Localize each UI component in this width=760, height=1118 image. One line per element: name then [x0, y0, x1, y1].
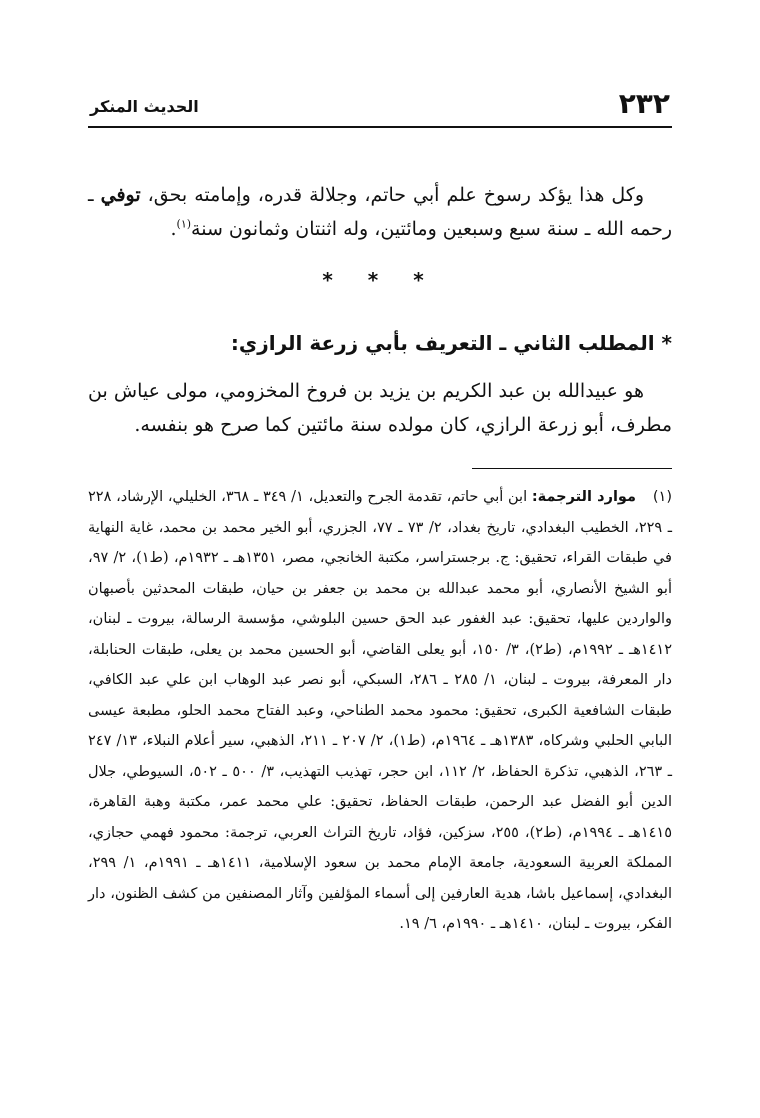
header-rule: [88, 126, 672, 128]
section-heading: * المطلب الثاني ـ التعريف بأبي زرعة الرازي:: [230, 331, 672, 355]
footnote-text: ابن أبي حاتم، تقدمة الجرح والتعديل، ١/ ٣٤٩ ـ ٣٦٨، الخليلي، الإرشاد، ٢٢٨ ـ ٢٢٩، الخطيب البغدادي، تاريخ بغداد، ٢/ ٧٣ ـ ٧٧، الجزري، أبو الخير محمد بن محمد، غاية النهاية في طبقات القراء، تحقيق: ج. برجستراسر، مكتبة الخانجي، مصر، ١٣٥١هـ ـ ١٩٣٢م، (ط١)، ٢/ ٩٧، أبو الشيخ الأنصاري، أبو محمد عبدالله بن محمد بن جعفر بن حيان، طبقات المحدثين بأصبهان والواردين عليها، تحقيق: عبد الغفور عبد الحق حسين البلوشي، مؤسسة الرسالة، بيروت ـ لبنان، ١٤١٢هـ ـ ١٩٩٢م، (ط٢)، ٣/ ١٥٠، أبو يعلى القاضي، أبو الحسين محمد بن يعلى، طبقات الحنابلة، دار المعرفة، بيروت ـ لبنان، ١/ ٢٨٥ ـ ٢٨٦، السبكي، أبو نصر عبد الوهاب ابن علي عبد الكافي، طبقات الشافعية الكبرى، تحقيق: محمود محمد الطناحي، وعبد الفتاح محمد الحلو، مطبعة عيسى البابي الحلبي وشركاه، ١٣٨٣هـ ـ ١٩٦٤م، (ط١)، ٢/ ٢٠٧ ـ ٢١١، الذهبي، سير أعلام النبلاء، ١٣/ ٢٤٧ ـ ٢٦٣، الذهبي، تذكرة الحفاظ، ٢/ ١١٢، ابن حجر، تهذيب التهذيب، ٣/ ٥٠٠ ـ ٥٠٢، السيوطي، جلال الدين أبو الفضل عبد الرحمن، طبقات الحفاظ، تحقيق: علي محمد عمر، مكتبة وهبة القاهرة، ١٤١٥هـ ـ ١٩٩٤م، (ط٢)، ٢٥٥، سزكين، فؤاد، تاريخ التراث العربي، ترجمة: محمود فهمي حجازي، المملكة العربية السعودية، جامعة الإمام محمد بن سعود الإسلامية، ١٤١١هـ ـ ١٩٩١م، ١/ ٢٩٩، البغدادي، إسماعيل باشا، هدية العارفين إلى أسماء المؤلفين وآثار المصنفين من كشف الظنون، دار الفكر، بيروت ـ لبنان، ١٤١٠هـ ـ ١٩٩٠م، ٦/ ١٩.: [88, 489, 673, 932]
footnote-label: موارد الترجمة:: [531, 489, 636, 505]
footnote: [88, 482, 672, 940]
footnote-number: (١): [652, 489, 672, 505]
intro-end-punct: .: [170, 218, 177, 240]
bio-paragraph: هو عبيدالله بن عبد الكريم بن يزيد بن فروخ المخزومي، مولى عياش بن مطرف، أبو زرعة الرازي، كان مولده سنة مائتين كما صرح هو بنفسه.: [88, 380, 672, 436]
running-title: الحديث المنكر: [90, 97, 199, 116]
footnote-reference[interactable]: (١): [176, 217, 192, 231]
intro-text-end: ـ رحمه الله ـ سنة سبع وسبعين ومائتين، وله اثنتان وثمانون سنة: [88, 184, 672, 240]
intro-paragraph: [88, 178, 672, 246]
intro-text-start: وكل هذا يؤكد رسوخ علم أبي حاتم، وجلالة قدره، وإمامته بحق،: [140, 184, 644, 206]
intro-bold-word: توفي: [100, 184, 141, 206]
page-header: [88, 88, 672, 128]
page-number: ٢٣٢: [618, 87, 670, 120]
section-separator: * * *: [322, 268, 438, 292]
footnote-rule: [472, 468, 672, 469]
